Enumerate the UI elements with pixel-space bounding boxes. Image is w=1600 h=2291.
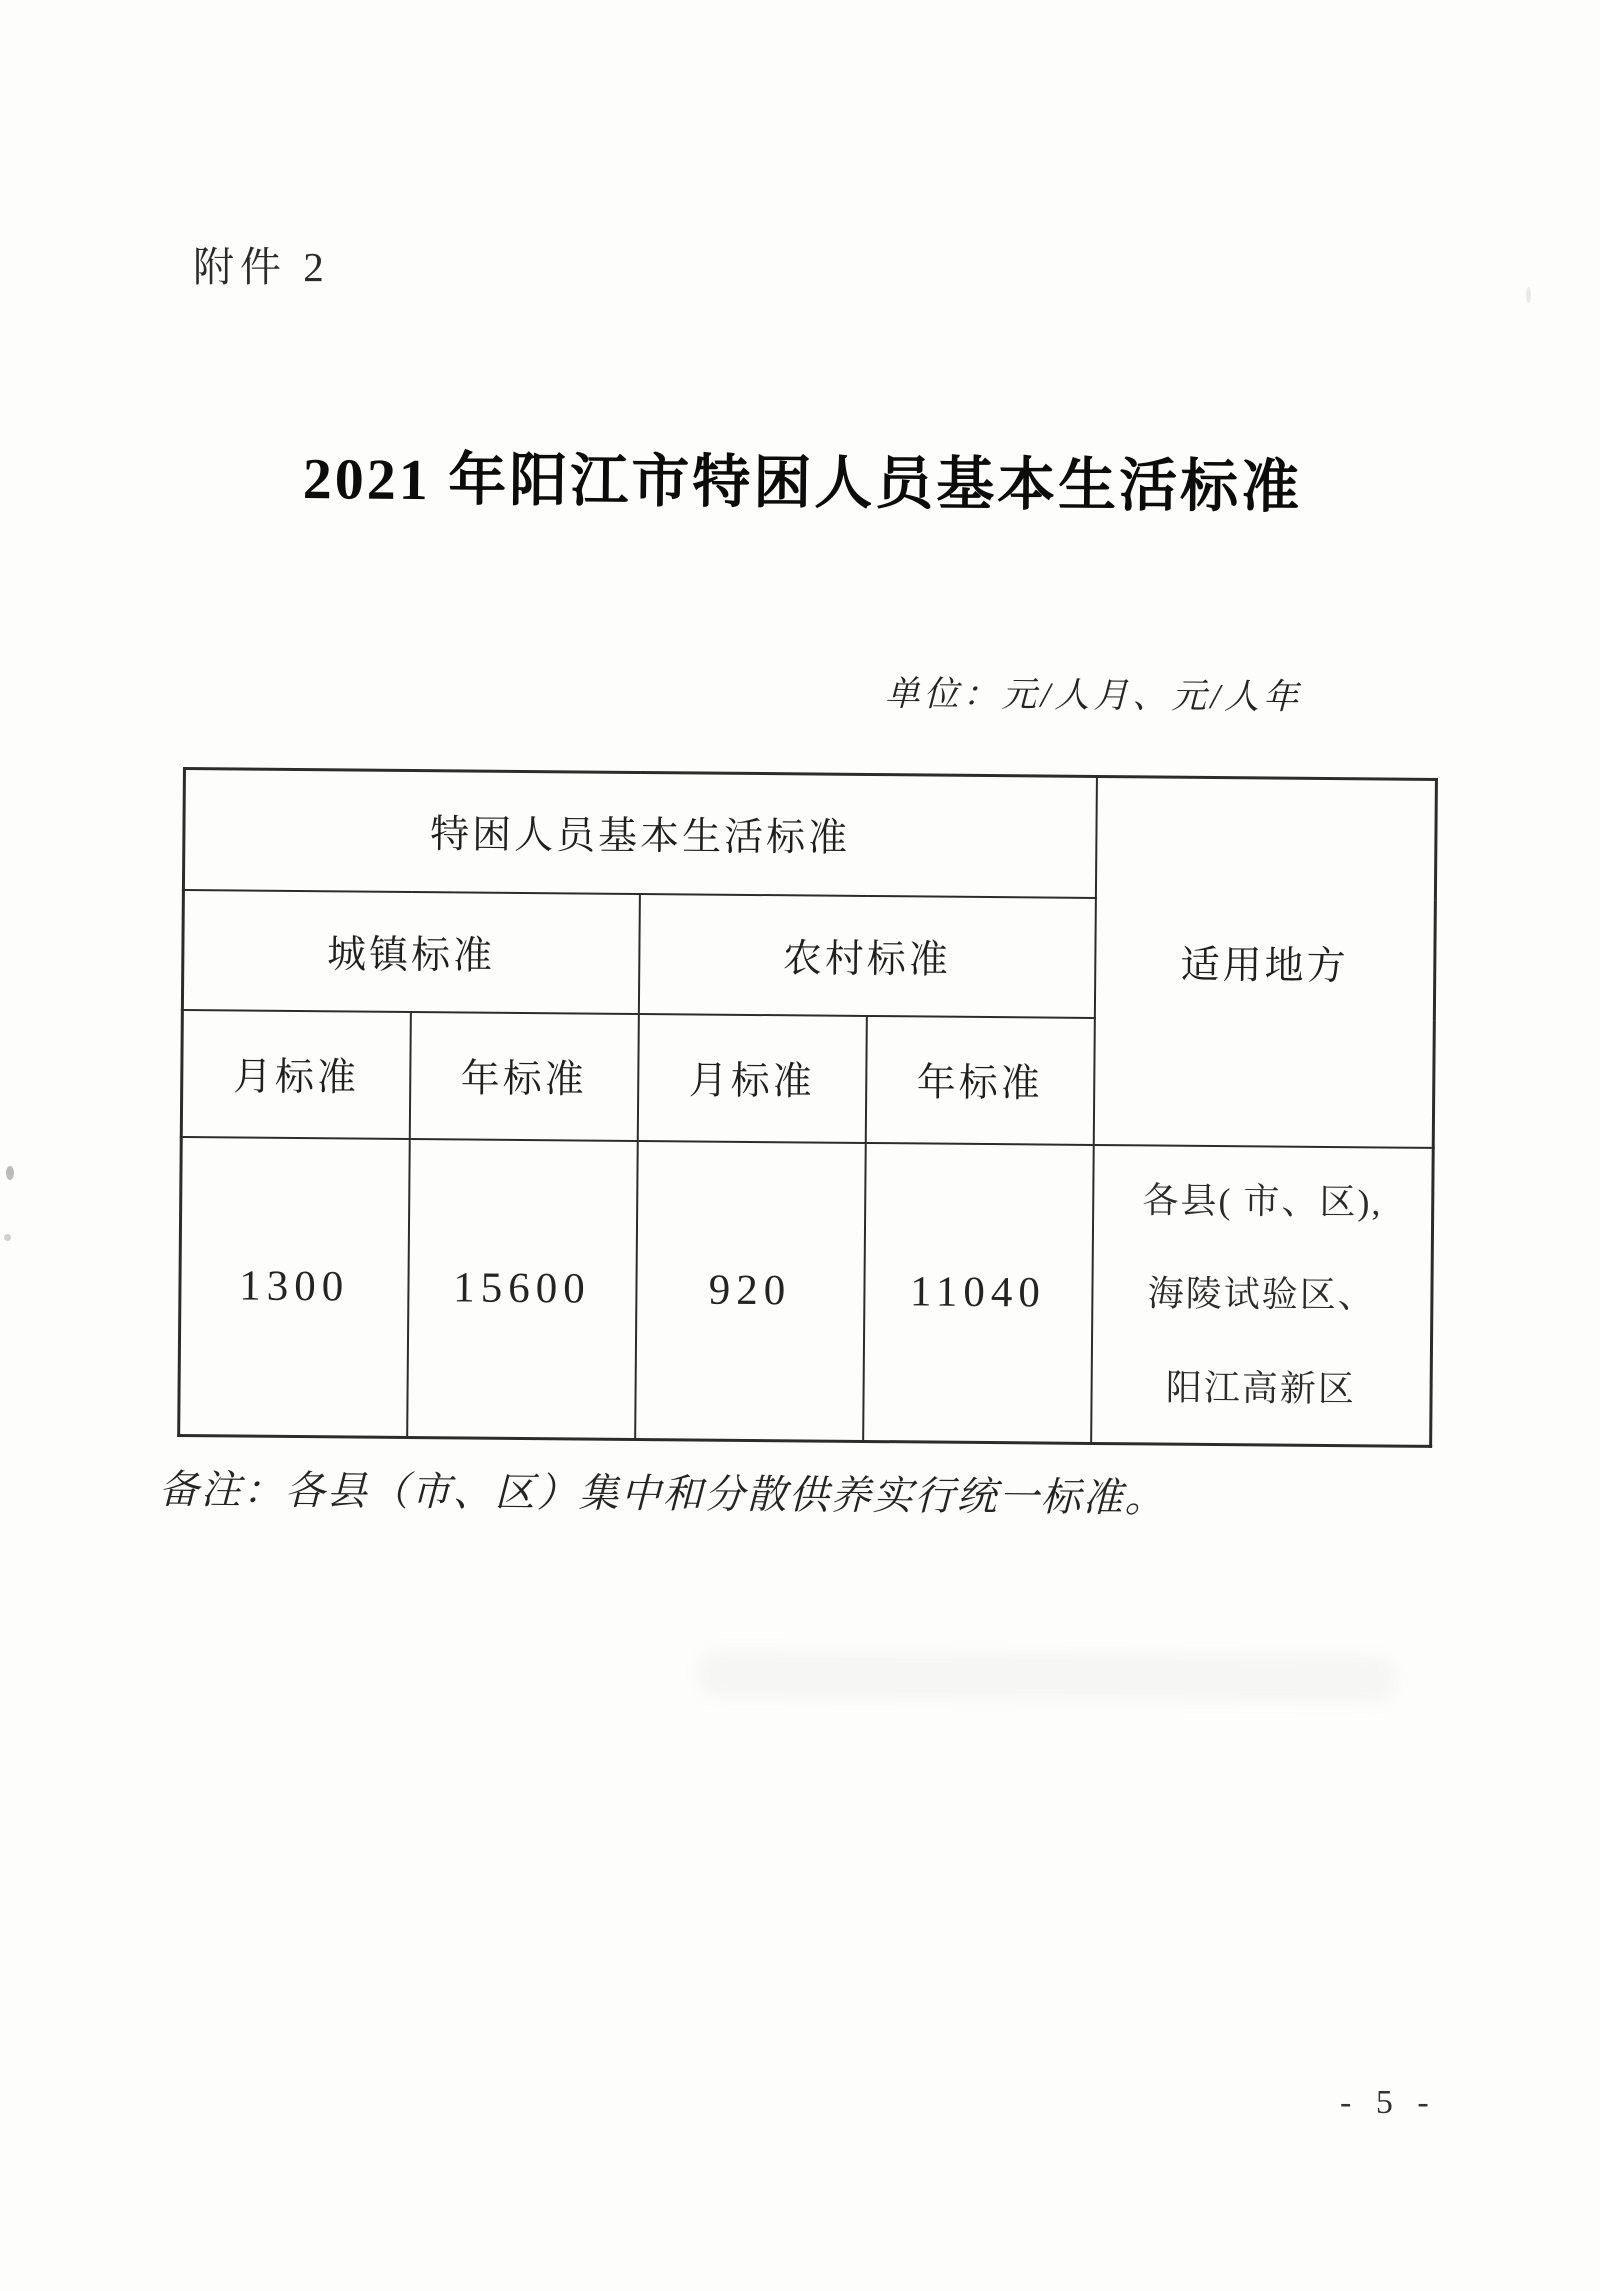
scan-speck <box>6 1166 14 1180</box>
standards-table <box>177 767 1438 1448</box>
region-line: 海陵试验区、 <box>1147 1273 1376 1316</box>
urban-yearly-value: 15600 <box>407 1138 638 1439</box>
urban-monthly-value: 1300 <box>179 1136 410 1437</box>
region-line: 阳江高新区 <box>1165 1367 1357 1409</box>
table-region-header: 适用地方 <box>1093 776 1436 1147</box>
table-group-header: 特困人员基本生活标准 <box>183 769 1096 898</box>
rural-yearly-value: 11040 <box>863 1142 1094 1443</box>
attachment-label: 附件 2 <box>193 244 330 290</box>
col-rural-monthly-header: 月标准 <box>637 1013 866 1142</box>
unit-label: 单位：元/人月、元/人年 <box>884 674 1303 717</box>
applicable-region-cell <box>1091 1144 1434 1446</box>
scan-ghost <box>697 1650 1397 1704</box>
footnote: 备注：各县（市、区）集中和分散供养实行统一标准。 <box>158 1466 1167 1521</box>
page-number: - 5 - <box>1340 2084 1437 2121</box>
table-urban-header: 城镇标准 <box>182 890 639 1014</box>
table-header-row-group <box>183 769 1436 901</box>
table-data-row <box>179 1136 1434 1446</box>
scan-speck <box>1526 287 1531 303</box>
col-urban-yearly-header: 年标准 <box>409 1011 638 1140</box>
scan-speck <box>4 1234 11 1241</box>
region-line: 各县( 市、区), <box>1142 1179 1383 1222</box>
col-rural-yearly-header: 年标准 <box>865 1015 1094 1144</box>
document-title: 2021 年阳江市特困人员基本生活标准 <box>302 446 1303 520</box>
rural-monthly-value: 920 <box>635 1140 866 1441</box>
col-urban-monthly-header: 月标准 <box>181 1010 410 1139</box>
table-rural-header: 农村标准 <box>638 893 1095 1017</box>
